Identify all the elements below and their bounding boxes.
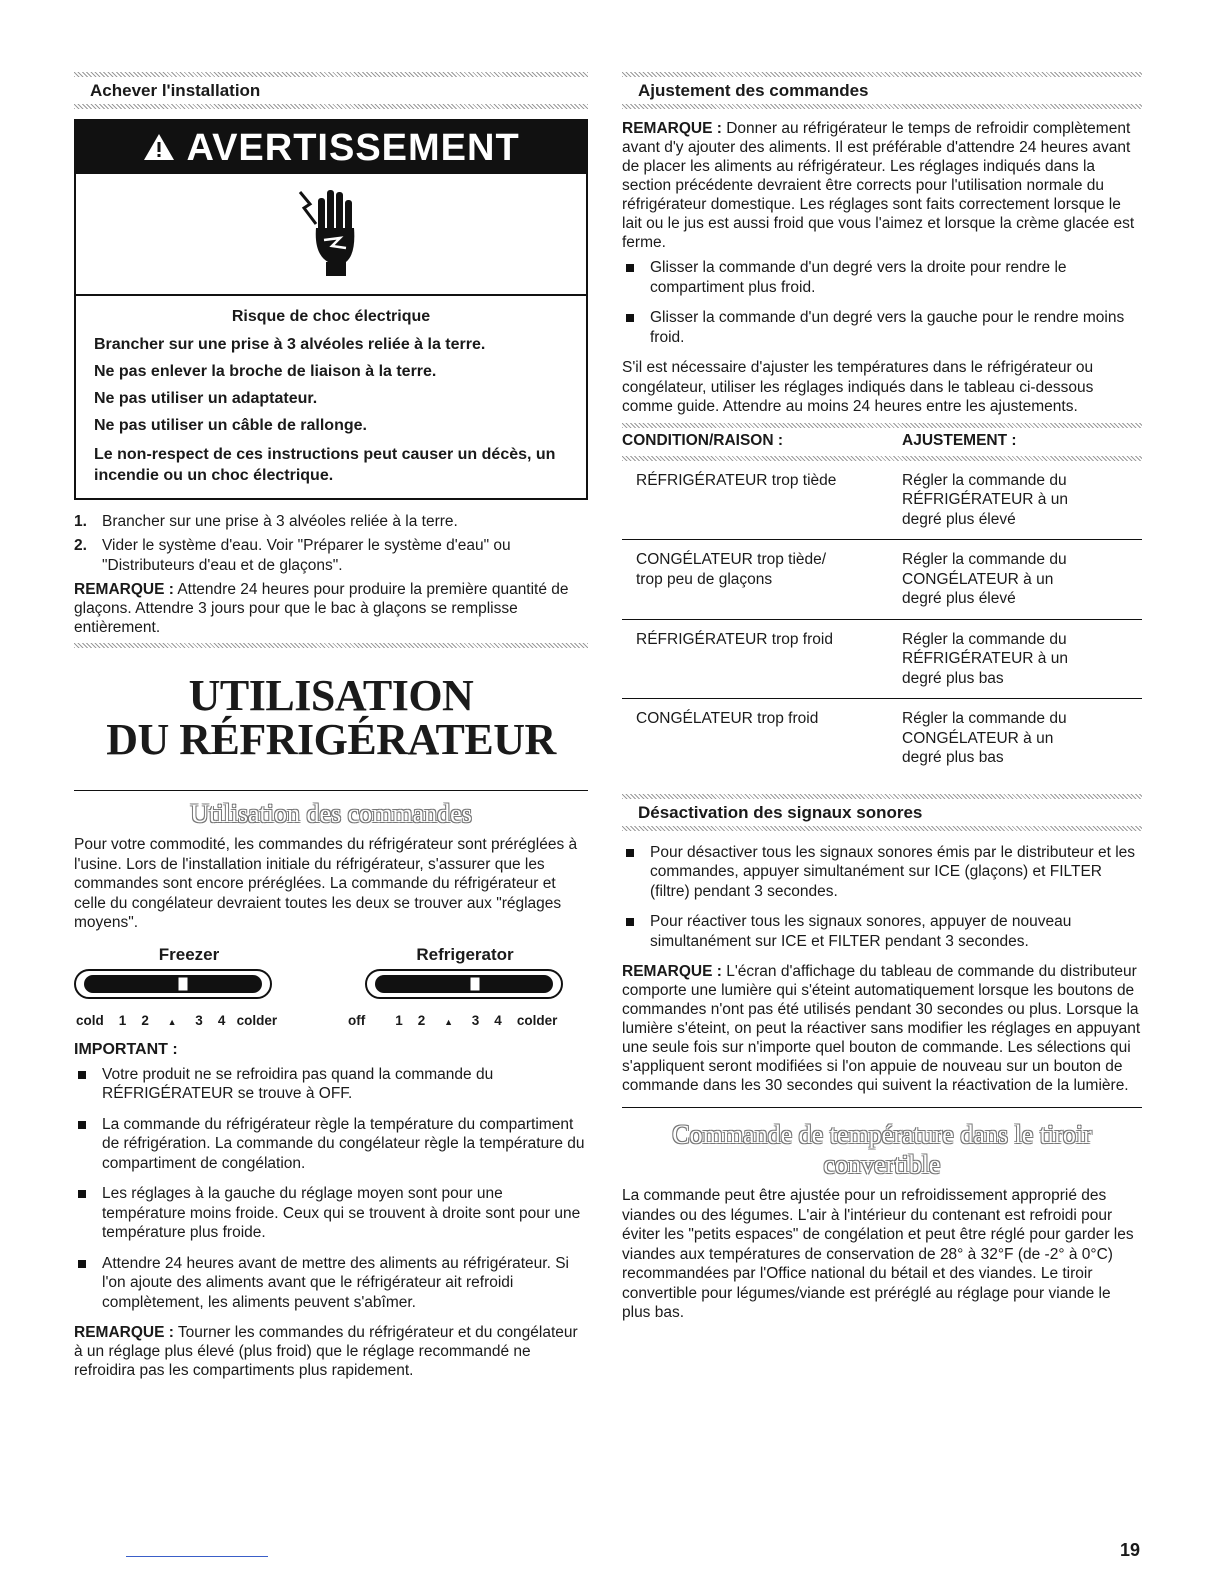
electric-shock-hand-icon [296, 184, 366, 285]
divider [74, 790, 588, 791]
hatch-rule [74, 104, 588, 109]
warning-line: Ne pas enlever la broche de liaison à la terre. [94, 363, 437, 380]
table-header: AJUSTEMENT : [902, 431, 1017, 449]
note-turn-controls [74, 1323, 588, 1380]
chapter-title-line: DU RÉFRIGÉRATEUR [106, 715, 556, 764]
note-text: L'écran d'affichage du tableau de commande du distributeur comporte une lumière qui s'éteint automatiquement lorsque les boutons de commandes n'ont pas été utilisés pendant 30 secondes ou plus. Lorsque la lumière s'éteint, on peut la réactiver sans modifier les réglages en appuyant une seule fois sur n'importe quel bouton de commande. Les sélections qui s'appliquent seront modifiées si l'on appuie de nouveau sur un bouton de commande dans les 30 secondes qui suivent la réactivation de la lumière. [622, 963, 1141, 1094]
adjust-text: S'il est nécessaire d'ajuster les températures dans le réfrigérateur ou congélateur, utiliser les réglages indiqués dans le tableau ci-dessous comme guide. Attendre au moins 24 heures entre les ajustements. [622, 359, 1094, 415]
left-column [74, 72, 588, 1386]
step-text: Brancher sur une prise à 3 alvéoles reliée à la terre. [102, 513, 458, 530]
page-number: 19 [1120, 1540, 1141, 1560]
table-header-row [622, 428, 1142, 456]
freezer-label: Freezer [158, 944, 220, 964]
note-first-ice [74, 580, 588, 637]
drawer-text: La commande peut être ajustée pour un refroidissement approprié des viandes ou des légumes. L'air à l'intérieur du contenant est refroidi pour éviter les "petits espaces" de congélation et peut être réglé pour garder les viandes aux températures de conservation de 28° à 32°F (de -2° à 0°C) recommandées par l'Office national du bétail et des viandes. Le tiroir convertible pour légumes/viande est préréglé au réglage pour viande le plus bas. [622, 1187, 1134, 1321]
sounds-bullets [622, 843, 1142, 952]
warning-title [76, 121, 586, 174]
note-label: REMARQUE : [622, 963, 722, 980]
table-cell: Régler la commande du CONGÉLATEUR à un degré plus bas [902, 710, 1067, 766]
list-item: Pour réactiver tous les signaux sonores, appuyer de nouveau simultanément sur ICE et FILTER pendant 3 secondes. [622, 912, 1142, 951]
step-text: Vider le système d'eau. Voir "Préparer le système d'eau" ou "Distributeurs d'eau et de glaçons". [102, 537, 511, 574]
list-item: Glisser la commande d'un degré vers la gauche pour le rendre moins froid. [622, 308, 1142, 347]
freezer-scale [76, 1013, 277, 1028]
table-row [622, 699, 1142, 778]
scale-label: 1 [395, 1012, 403, 1028]
important-label: IMPORTANT : [74, 1040, 178, 1058]
warning-line: Ne pas utiliser un adaptateur. [94, 390, 318, 407]
table-header: CONDITION/RAISON : [622, 431, 784, 449]
scale-label: off [348, 1012, 366, 1028]
scale-label: 2 [141, 1012, 149, 1028]
scale-label: colder [516, 1012, 558, 1028]
table-row [622, 461, 1142, 540]
note-display-light [622, 962, 1142, 1095]
list-item: Votre produit ne se refroidira pas quand la commande du RÉFRIGÉRATEUR se trouve à OFF. [74, 1065, 588, 1104]
section-title-install: Achever l'installation [90, 81, 261, 100]
refrigerator-slider [350, 945, 580, 999]
adjustment-table [622, 428, 1142, 778]
adjust-bullets [622, 258, 1142, 347]
control-sliders [74, 945, 588, 1033]
scale-label: colder [236, 1012, 278, 1028]
note-label: REMARQUE : [74, 581, 174, 598]
list-item: Attendre 24 heures avant de mettre des aliments au réfrigérateur. Si l'on ajoute des aliments avant que le réfrigérateur ait refroidi complètement, les aliments peuvent s'abîmer. [74, 1254, 588, 1313]
section-title-adjust: Ajustement des commandes [638, 81, 869, 100]
table-cell: CONGÉLATEUR trop froid [636, 710, 819, 727]
subsection-title-line: Commande de température dans le tiroir [672, 1120, 1092, 1149]
warning-title-text: AVERTISSEMENT [186, 127, 520, 169]
scale-label: 3 [471, 1012, 480, 1028]
controls-intro: Pour votre commodité, les commandes du réfrigérateur sont préréglées à l'usine. Lors de l'installation initiale du réfrigérateur, s'assurer que les commandes sont encore préréglées. La commande du réfrigérateur et celle du congélateur devraient toutes les deux se trouver aux "réglages moyens". [74, 836, 578, 931]
table-row [622, 540, 1142, 620]
scale-label: cold [76, 1012, 104, 1028]
table-cell: Régler la commande du RÉFRIGÉRATEUR à un degré plus bas [902, 619, 1142, 699]
warning-triangle-icon [142, 127, 186, 169]
note-cooldown [622, 119, 1142, 252]
list-item: Les réglages à la gauche du réglage moyen sont pour une température moins froide. Ceux qui se trouvent à droite sont pour une température plus froide. [74, 1184, 588, 1243]
freezer-slider [74, 945, 304, 999]
divider [622, 1107, 1142, 1108]
scale-label: 4 [217, 1012, 226, 1028]
scale-label: 2 [417, 1012, 426, 1028]
table-cell: Régler la commande du CONGÉLATEUR à un degré plus élevé [902, 540, 1142, 620]
hatch-rule [622, 104, 1142, 109]
warning-text [76, 296, 586, 498]
section-title-sounds: Désactivation des signaux sonores [638, 802, 923, 822]
note-text: Tourner les commandes du réfrigérateur et du congélateur à un réglage plus élevé (plus froid) que le réglage recommandé ne refroidira pas les compartiments plus rapidement. [74, 1324, 578, 1379]
table-cell: RÉFRIGÉRATEUR trop tiède [622, 461, 902, 540]
list-item: La commande du réfrigérateur règle la température du compartiment de réfrigération. La commande du congélateur règle la température du compartiment de congélation. [74, 1115, 588, 1174]
step-number: 2. [74, 537, 87, 554]
hatch-rule [74, 643, 588, 648]
list-item [74, 536, 588, 576]
warning-box [74, 119, 588, 500]
subsection-title-controls: Utilisation des commandes [190, 799, 472, 828]
chapter-title-line: UTILISATION [188, 671, 474, 720]
hatch-rule [622, 826, 1142, 831]
scale-label: 4 [494, 1012, 502, 1028]
refrigerator-slider-track [350, 969, 580, 999]
list-item: Glisser la commande d'un degré vers la droite pour rendre le compartiment plus froid. [622, 258, 1142, 297]
footer-line [126, 1556, 268, 1557]
warning-line: Brancher sur une prise à 3 alvéoles reliée à la terre. [94, 336, 486, 353]
install-steps [74, 512, 588, 576]
list-item: Pour désactiver tous les signaux sonores émis par le distributeur et les commandes, appuyer simultanément sur ICE (glaçons) et FILTER (filtre) pendant 3 secondes. [622, 843, 1142, 902]
subsection-title-drawer [622, 1120, 1142, 1180]
table-cell: RÉFRIGÉRATEUR trop froid [622, 619, 902, 699]
table-row [622, 619, 1142, 699]
freezer-slider-track [74, 969, 304, 999]
chapter-title [74, 671, 588, 764]
list-item [74, 512, 588, 532]
note-label: REMARQUE : [622, 120, 722, 137]
subsection-title-line: convertible [823, 1150, 941, 1179]
important-list [74, 1065, 588, 1313]
right-column [622, 72, 1142, 1323]
table-cell: Régler la commande du RÉFRIGÉRATEUR à un degré plus élevé [902, 461, 1142, 540]
refrigerator-label: Refrigerator [416, 944, 514, 964]
scale-label: 3 [195, 1012, 203, 1028]
step-number: 1. [74, 513, 87, 530]
note-label: REMARQUE : [74, 1324, 174, 1341]
note-text: Donner au réfrigérateur le temps de refroidir complètement avant d'y ajouter des aliments. Il est préférable d'attendre 24 heures avant de placer les aliments au réfrigérateur. Les réglages indiqués dans la section précédente devraient être corrects pour l'utilisation normale du réfrigérateur domestique. Les réglages sont faits correctement lorsque le lait ou le jus est aussi froid que vous l'aimez et lorsque la crème glacée est ferme. [622, 120, 1135, 251]
scale-label: 1 [118, 1012, 127, 1028]
warning-icon-area [76, 174, 586, 296]
table-cell: CONGÉLATEUR trop tiède/ trop peu de glaçons [622, 540, 902, 620]
warning-consequence: Le non-respect de ces instructions peut causer un décès, un incendie ou un choc électrique. [94, 446, 556, 484]
refrigerator-scale [348, 1013, 557, 1028]
warning-line: Ne pas utiliser un câble de rallonge. [94, 417, 367, 434]
scale-label: ▲ [167, 1016, 177, 1027]
warning-risk: Risque de choc électrique [231, 308, 431, 325]
note-text: Attendre 24 heures pour produire la première quantité de glaçons. Attendre 3 jours pour que le bac à glaçons se remplisse entièrement. [74, 581, 569, 636]
scale-label: ▲ [444, 1016, 453, 1027]
